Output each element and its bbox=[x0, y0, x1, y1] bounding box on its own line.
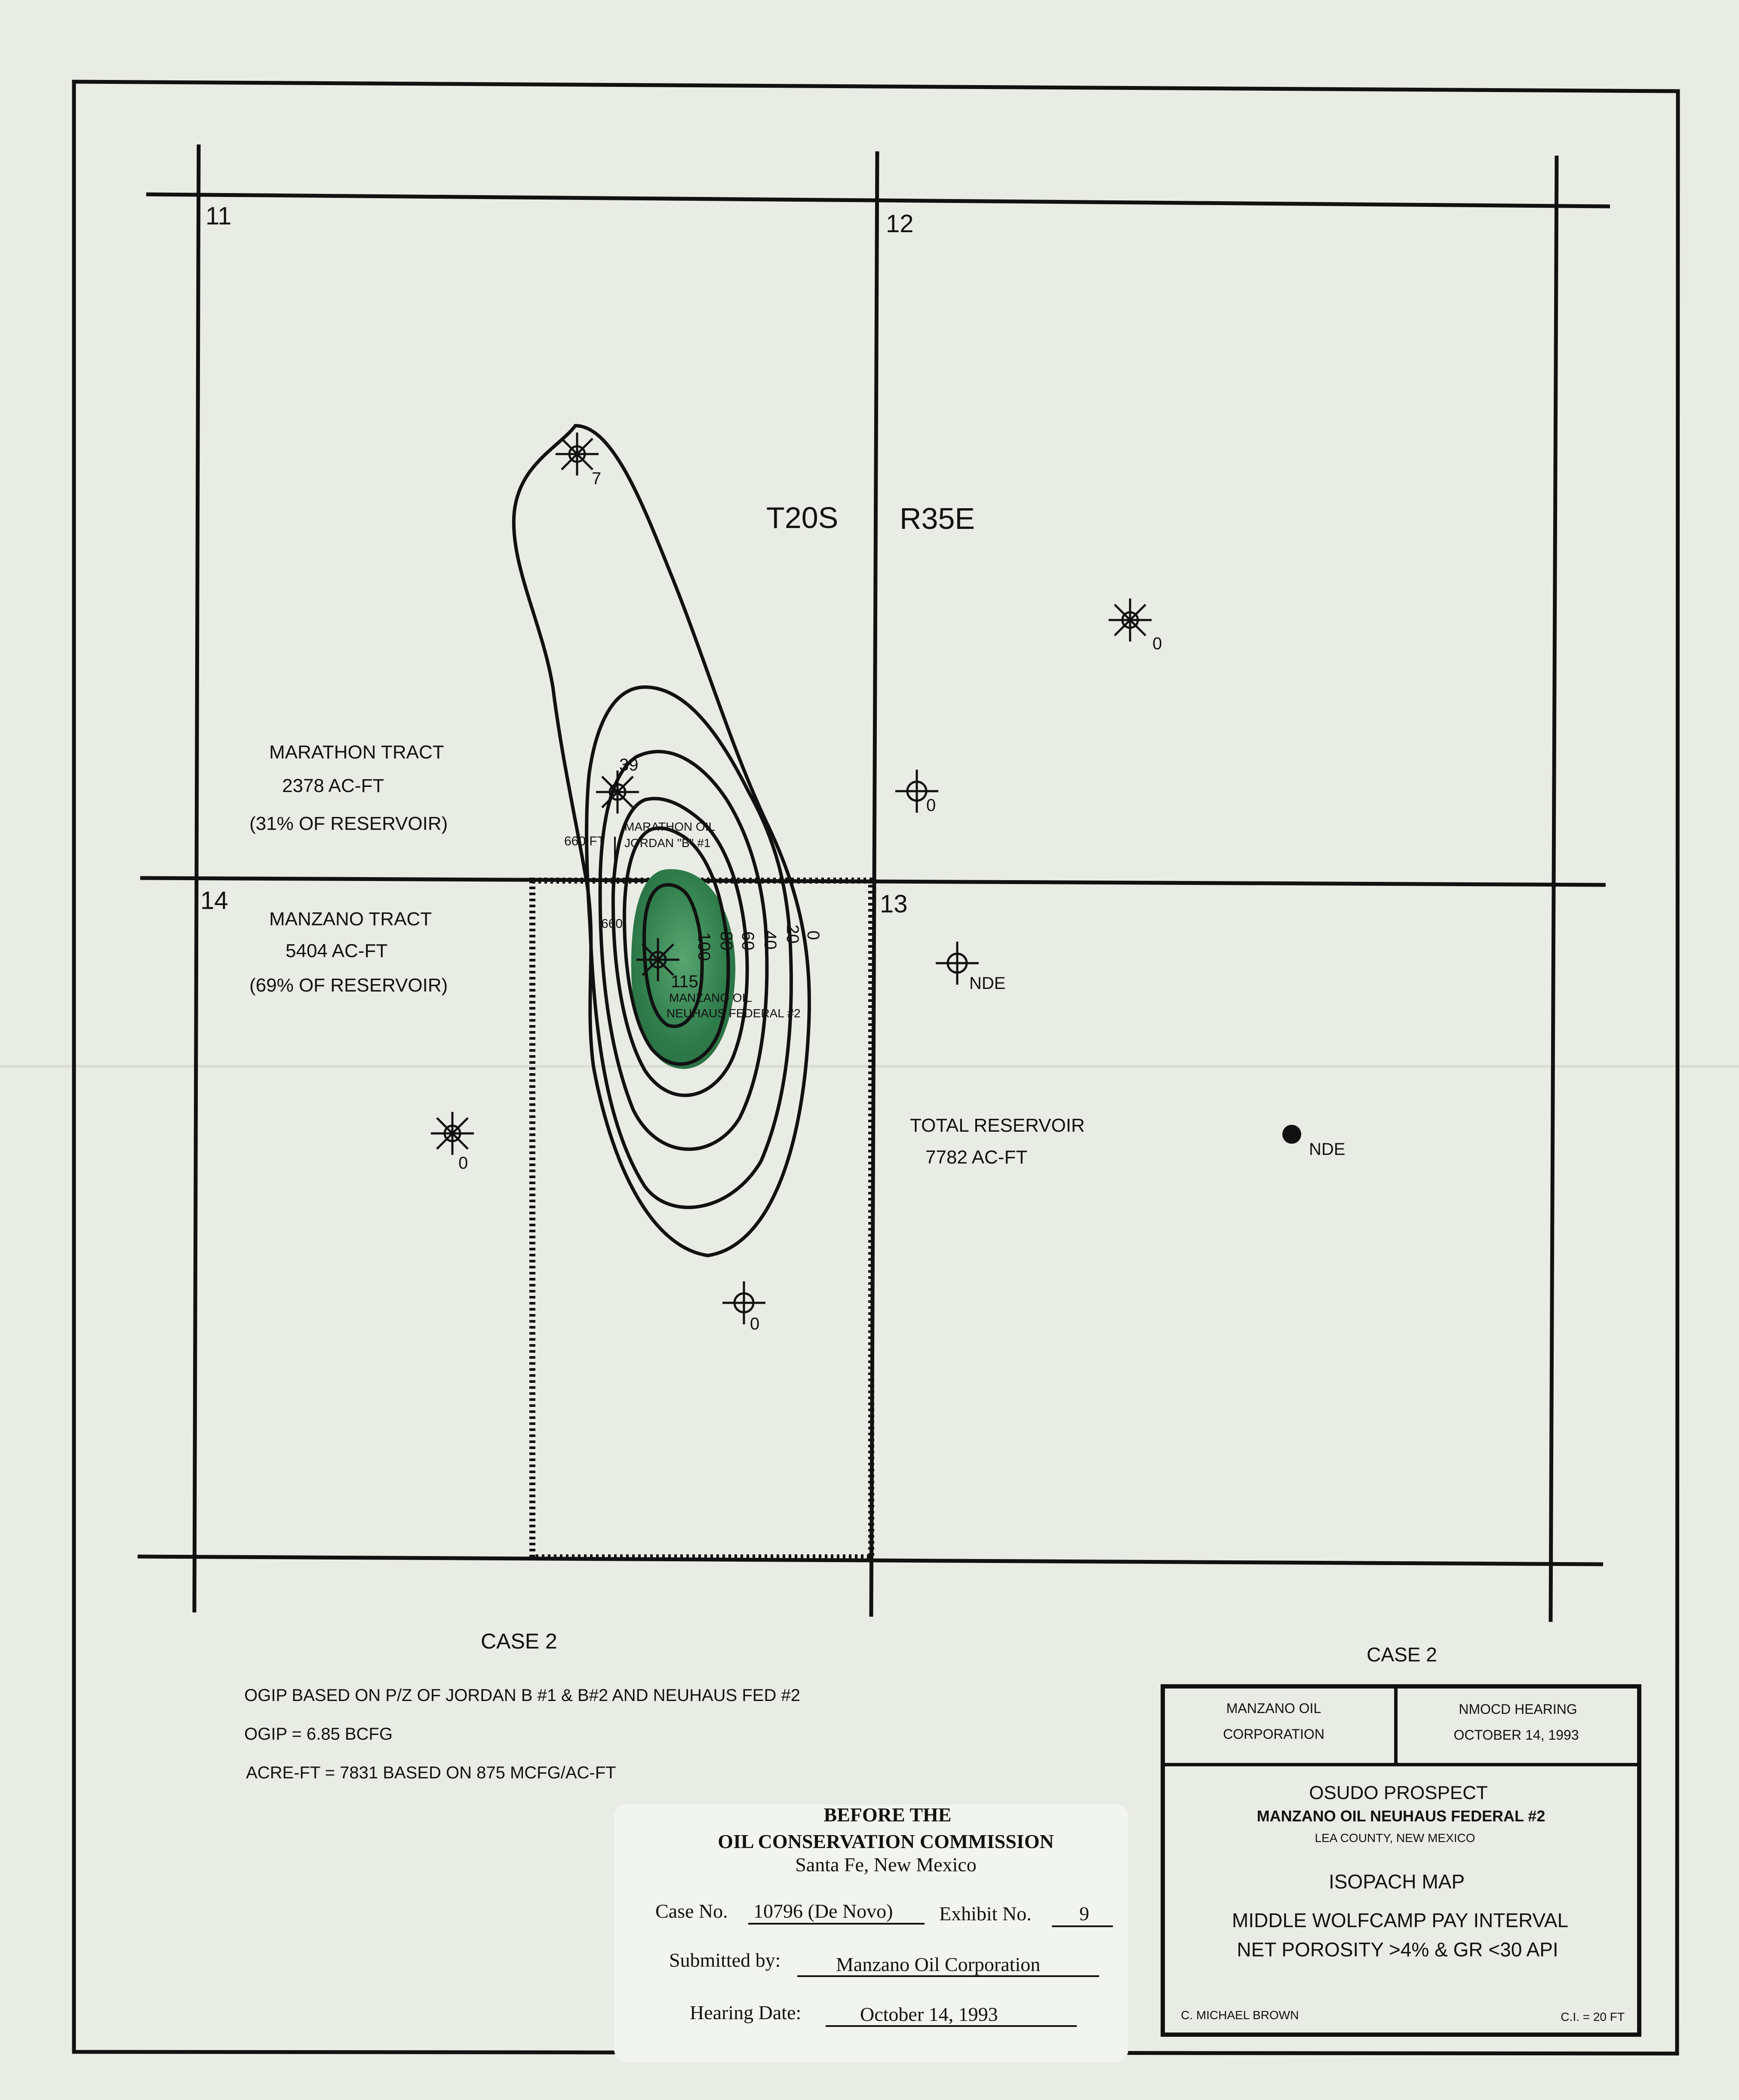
hearing-line-2: OCTOBER 14, 1993 bbox=[1453, 1727, 1579, 1743]
submitted-by-label: Submitted by: bbox=[669, 1949, 781, 1971]
total-reservoir-volume: 7782 AC-FT bbox=[925, 1147, 1028, 1168]
stamp-line-2: OIL CONSERVATION COMMISSION bbox=[718, 1830, 1054, 1852]
well-value-label: 0 bbox=[926, 796, 936, 815]
range-label: R35E bbox=[900, 502, 975, 535]
map-type: ISOPACH MAP bbox=[1328, 1870, 1465, 1893]
well-offset-label: 660 FT bbox=[564, 834, 605, 848]
oil-well-symbol bbox=[1282, 1125, 1301, 1144]
well-name-label: MARATHON OIL bbox=[624, 820, 716, 833]
gas-well-symbol bbox=[1109, 599, 1152, 642]
contour-label-100: 100 bbox=[694, 932, 713, 961]
marathon-tract-volume: 2378 AC-FT bbox=[282, 775, 384, 796]
township-label: T20S bbox=[766, 501, 839, 534]
manzano-tract-volume: 5404 AC-FT bbox=[286, 940, 388, 961]
total-reservoir-name: TOTAL RESERVOIR bbox=[910, 1115, 1085, 1136]
case-no-label: Case No. bbox=[655, 1900, 728, 1922]
contour-label-0: 0 bbox=[804, 930, 823, 940]
well-name-label: NEUHAUS FEDERAL #2 bbox=[667, 1007, 801, 1020]
well-value-label: 7 bbox=[592, 469, 602, 488]
well-name-label: JORDAN "B" #1 bbox=[624, 836, 711, 850]
gas-well-symbol bbox=[431, 1112, 474, 1155]
contour-label-80: 80 bbox=[717, 931, 736, 951]
case-no-value: 10796 (De Novo) bbox=[753, 1900, 893, 1922]
ogip-value-note: OGIP = 6.85 BCFG bbox=[244, 1725, 393, 1744]
title-block-case: CASE 2 bbox=[1367, 1643, 1437, 1666]
contour-interval: C.I. = 20 FT bbox=[1561, 2010, 1625, 2023]
well-value-label: 0 bbox=[458, 1154, 468, 1173]
company-line-1: MANZANO OIL bbox=[1226, 1701, 1321, 1716]
stamp-line-1: BEFORE THE bbox=[823, 1804, 952, 1826]
exhibit-no-value: 9 bbox=[1079, 1903, 1089, 1925]
well-value-label: 115 bbox=[671, 972, 698, 991]
well-name-label: MANZANO OIL bbox=[669, 991, 752, 1004]
hearing-line-1: NMOCD HEARING bbox=[1459, 1701, 1577, 1717]
county-name: LEA COUNTY, NEW MEXICO bbox=[1315, 1831, 1475, 1845]
well-value-label: NDE bbox=[969, 974, 1006, 993]
manzano-tract-name: MANZANO TRACT bbox=[269, 909, 432, 930]
section-14-label: 14 bbox=[200, 887, 228, 915]
section-13-label: 13 bbox=[880, 890, 908, 918]
hearing-date-value: October 14, 1993 bbox=[860, 2003, 998, 2025]
porosity-criteria: NET POROSITY >4% & GR <30 API bbox=[1237, 1938, 1558, 1961]
hearing-date-label: Hearing Date: bbox=[690, 2002, 802, 2023]
marathon-tract-name: MARATHON TRACT bbox=[269, 742, 444, 763]
case-label-left: CASE 2 bbox=[481, 1629, 557, 1653]
well-value-label: 0 bbox=[750, 1314, 760, 1333]
author-name: C. MICHAEL BROWN bbox=[1181, 2008, 1299, 2022]
contour-label-20: 20 bbox=[783, 924, 802, 944]
section-12-label: 12 bbox=[886, 210, 914, 238]
section-11-label: 11 bbox=[206, 202, 232, 230]
commission-stamp bbox=[614, 1804, 1128, 2062]
well-offset-label: 660 bbox=[601, 917, 623, 931]
contour-label-60: 60 bbox=[738, 931, 757, 951]
well-value-label: 0 bbox=[1152, 634, 1162, 653]
company-line-2: CORPORATION bbox=[1223, 1726, 1324, 1742]
exhibit-no-label: Exhibit No. bbox=[939, 1903, 1032, 1925]
ogip-basis-note: OGIP BASED ON P/Z OF JORDAN B #1 & B#2 AND NEUHAUS FED #2 bbox=[244, 1686, 800, 1705]
acre-ft-note: ACRE-FT = 7831 BASED ON 875 MCFG/AC-FT bbox=[246, 1763, 616, 1782]
well-name: MANZANO OIL NEUHAUS FEDERAL #2 bbox=[1257, 1807, 1545, 1825]
submitted-by-value: Manzano Oil Corporation bbox=[836, 1953, 1041, 1975]
well-value-label: 39 bbox=[619, 755, 639, 774]
contour-label-40: 40 bbox=[761, 930, 780, 950]
well-value-label: NDE bbox=[1309, 1140, 1346, 1159]
stamp-line-3: Santa Fe, New Mexico bbox=[795, 1854, 977, 1876]
manzano-tract-share: (69% OF RESERVOIR) bbox=[249, 975, 448, 996]
gas-well-symbol bbox=[596, 771, 639, 814]
pay-interval: MIDDLE WOLFCAMP PAY INTERVAL bbox=[1232, 1909, 1569, 1931]
prospect-name: OSUDO PROSPECT bbox=[1309, 1782, 1488, 1803]
marathon-tract-share: (31% OF RESERVOIR) bbox=[249, 813, 448, 834]
